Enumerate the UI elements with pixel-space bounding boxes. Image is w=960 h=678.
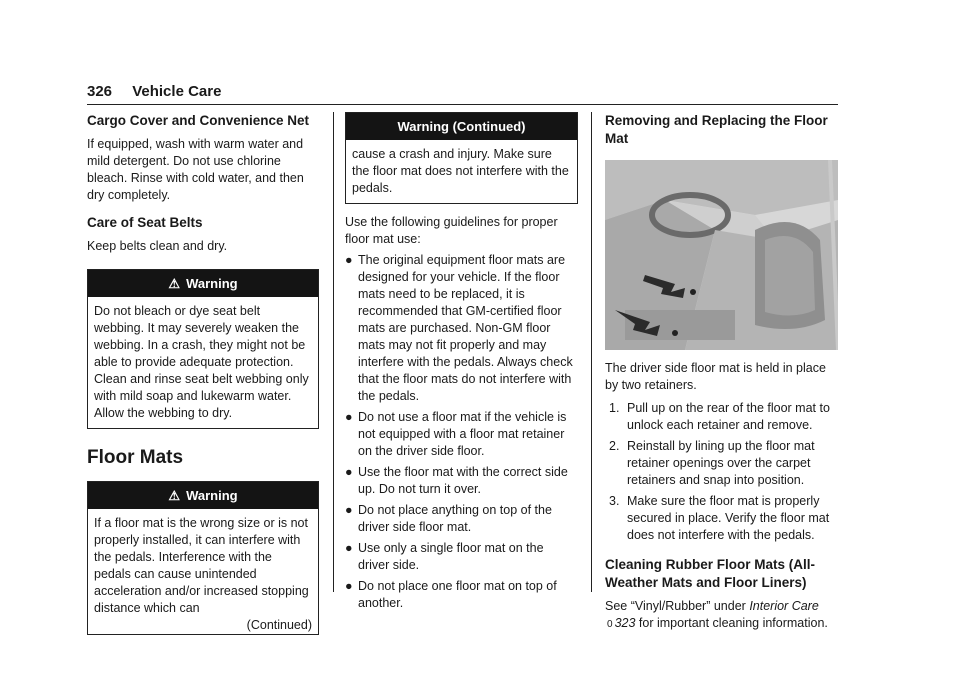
step-text: Pull up on the rear of the floor mat to unlock each retainer and remove.: [627, 401, 830, 432]
step-number: 2.: [609, 439, 620, 453]
list-item-text: Do not place anything on top of the driver side floor mat.: [358, 503, 552, 534]
list-item: [345, 502, 578, 536]
warning-text: Do not bleach or dye seat belt webbing. It may severely weaken the webbing. In a crash, they might not be able to provide adequate protection. Clean and rinse seat belt webbing only with mild soap and lukewarm water. Allow the webbing to dry.: [94, 304, 309, 420]
list-item-text: Use the floor mat with the correct side up. Do not turn it over.: [358, 465, 568, 496]
seatbelt-heading: Care of Seat Belts: [87, 215, 203, 230]
warning-icon: ⚠: [168, 488, 181, 503]
list-item: [605, 493, 838, 544]
warning-text-content: If a floor mat is the wrong size or is not properly installed, it can interfere with the pedals. Interference with the pedals can cause unintended acceleration and/or increased stopping distance which can: [94, 516, 309, 615]
steps-list: [605, 400, 838, 544]
bullet-icon: ●: [345, 465, 353, 479]
guidelines-list: [345, 252, 578, 612]
seatbelt-warning-box: [87, 269, 319, 429]
cargo-text: If equipped, wash with warm water and mild detergent. Do not use chlorine bleach. Rinse with cold water, and then dry completely.: [87, 137, 304, 202]
interior-care-link[interactable]: Interior Care: [749, 599, 819, 613]
step-number: 3.: [609, 494, 620, 508]
list-item-text: The original equipment floor mats are designed for your vehicle. If the floor mats need to be replaced, it is recommended that GM-certified floor mats are purchased. Non-GM floor mats may not fit properly and may interfere with the pedals. Always check that the floor mats do not interfere with the pedals.: [358, 253, 573, 403]
warning-title: Warning: [186, 488, 238, 503]
warning-text: cause a crash and injury. Make sure the floor mat does not interfere with the pedals.: [352, 147, 569, 195]
warning-header: Warning (Continued): [346, 113, 577, 140]
step-text: Make sure the floor mat is properly secured in place. Verify the floor mat does not interfere with the pedals.: [627, 494, 830, 542]
floor-mat-warning-box: [87, 481, 319, 635]
bullet-icon: ●: [345, 503, 353, 517]
header-rule: [87, 104, 838, 105]
list-item: [345, 540, 578, 574]
column-divider-2: [591, 112, 592, 592]
list-item: [345, 252, 578, 405]
bullet-icon: ●: [345, 253, 353, 267]
rubber-mats-text: [605, 598, 838, 633]
warning-text: [88, 509, 318, 634]
cargo-heading: Cargo Cover and Convenience Net: [87, 113, 310, 128]
car-interior-illustration: [605, 160, 838, 350]
column-divider-1: [333, 112, 334, 592]
warning-title: Warning: [186, 276, 238, 291]
retainers-text: The driver side floor mat is held in place by two retainers.: [605, 361, 826, 392]
list-item: [605, 400, 838, 434]
see-text: See “Vinyl/Rubber” under: [605, 599, 746, 613]
bullet-icon: ●: [345, 410, 353, 424]
removing-heading: Removing and Replacing the Floor Mat: [605, 113, 828, 146]
section-title: Vehicle Care: [132, 83, 222, 100]
column-3: [605, 112, 838, 643]
list-item-text: Do not place one floor mat on top of another.: [358, 579, 557, 610]
warning-icon: ⚠: [168, 276, 181, 291]
floor-mat-photo: [605, 160, 838, 350]
step-number: 1.: [609, 401, 620, 415]
list-item: [345, 464, 578, 498]
rubber-tail-text: for important cleaning information.: [638, 616, 828, 630]
bullet-icon: ●: [345, 541, 353, 555]
column-1: [87, 112, 319, 649]
continued-label: (Continued): [246, 618, 312, 632]
column-2: [345, 112, 578, 616]
list-item: [345, 409, 578, 460]
page-number: 326: [87, 83, 113, 100]
warning-header: [88, 270, 318, 297]
rubber-mats-heading: Cleaning Rubber Floor Mats (All-Weather Mats and Floor Liners): [605, 557, 816, 590]
step-text: Reinstall by lining up the floor mat retainer openings over the carpet retainers and snap into position.: [627, 439, 815, 487]
seatbelt-text: Keep belts clean and dry.: [87, 239, 228, 253]
list-item-text: Use only a single floor mat on the driver side.: [358, 541, 544, 572]
bullet-icon: ●: [345, 579, 353, 593]
list-item: [605, 438, 838, 489]
warning-header: [88, 482, 318, 509]
guidelines-intro: Use the following guidelines for proper floor mat use:: [345, 215, 558, 246]
warning-continued-box: [345, 112, 578, 204]
page-ref[interactable]: 323: [614, 616, 636, 630]
page-header: [87, 83, 221, 100]
page-arrow-icon: 0: [607, 619, 613, 630]
list-item-text: Do not use a floor mat if the vehicle is not equipped with a floor mat retainer on the driver side floor.: [358, 410, 567, 458]
floor-mats-heading: Floor Mats: [87, 447, 184, 468]
list-item: [345, 578, 578, 612]
